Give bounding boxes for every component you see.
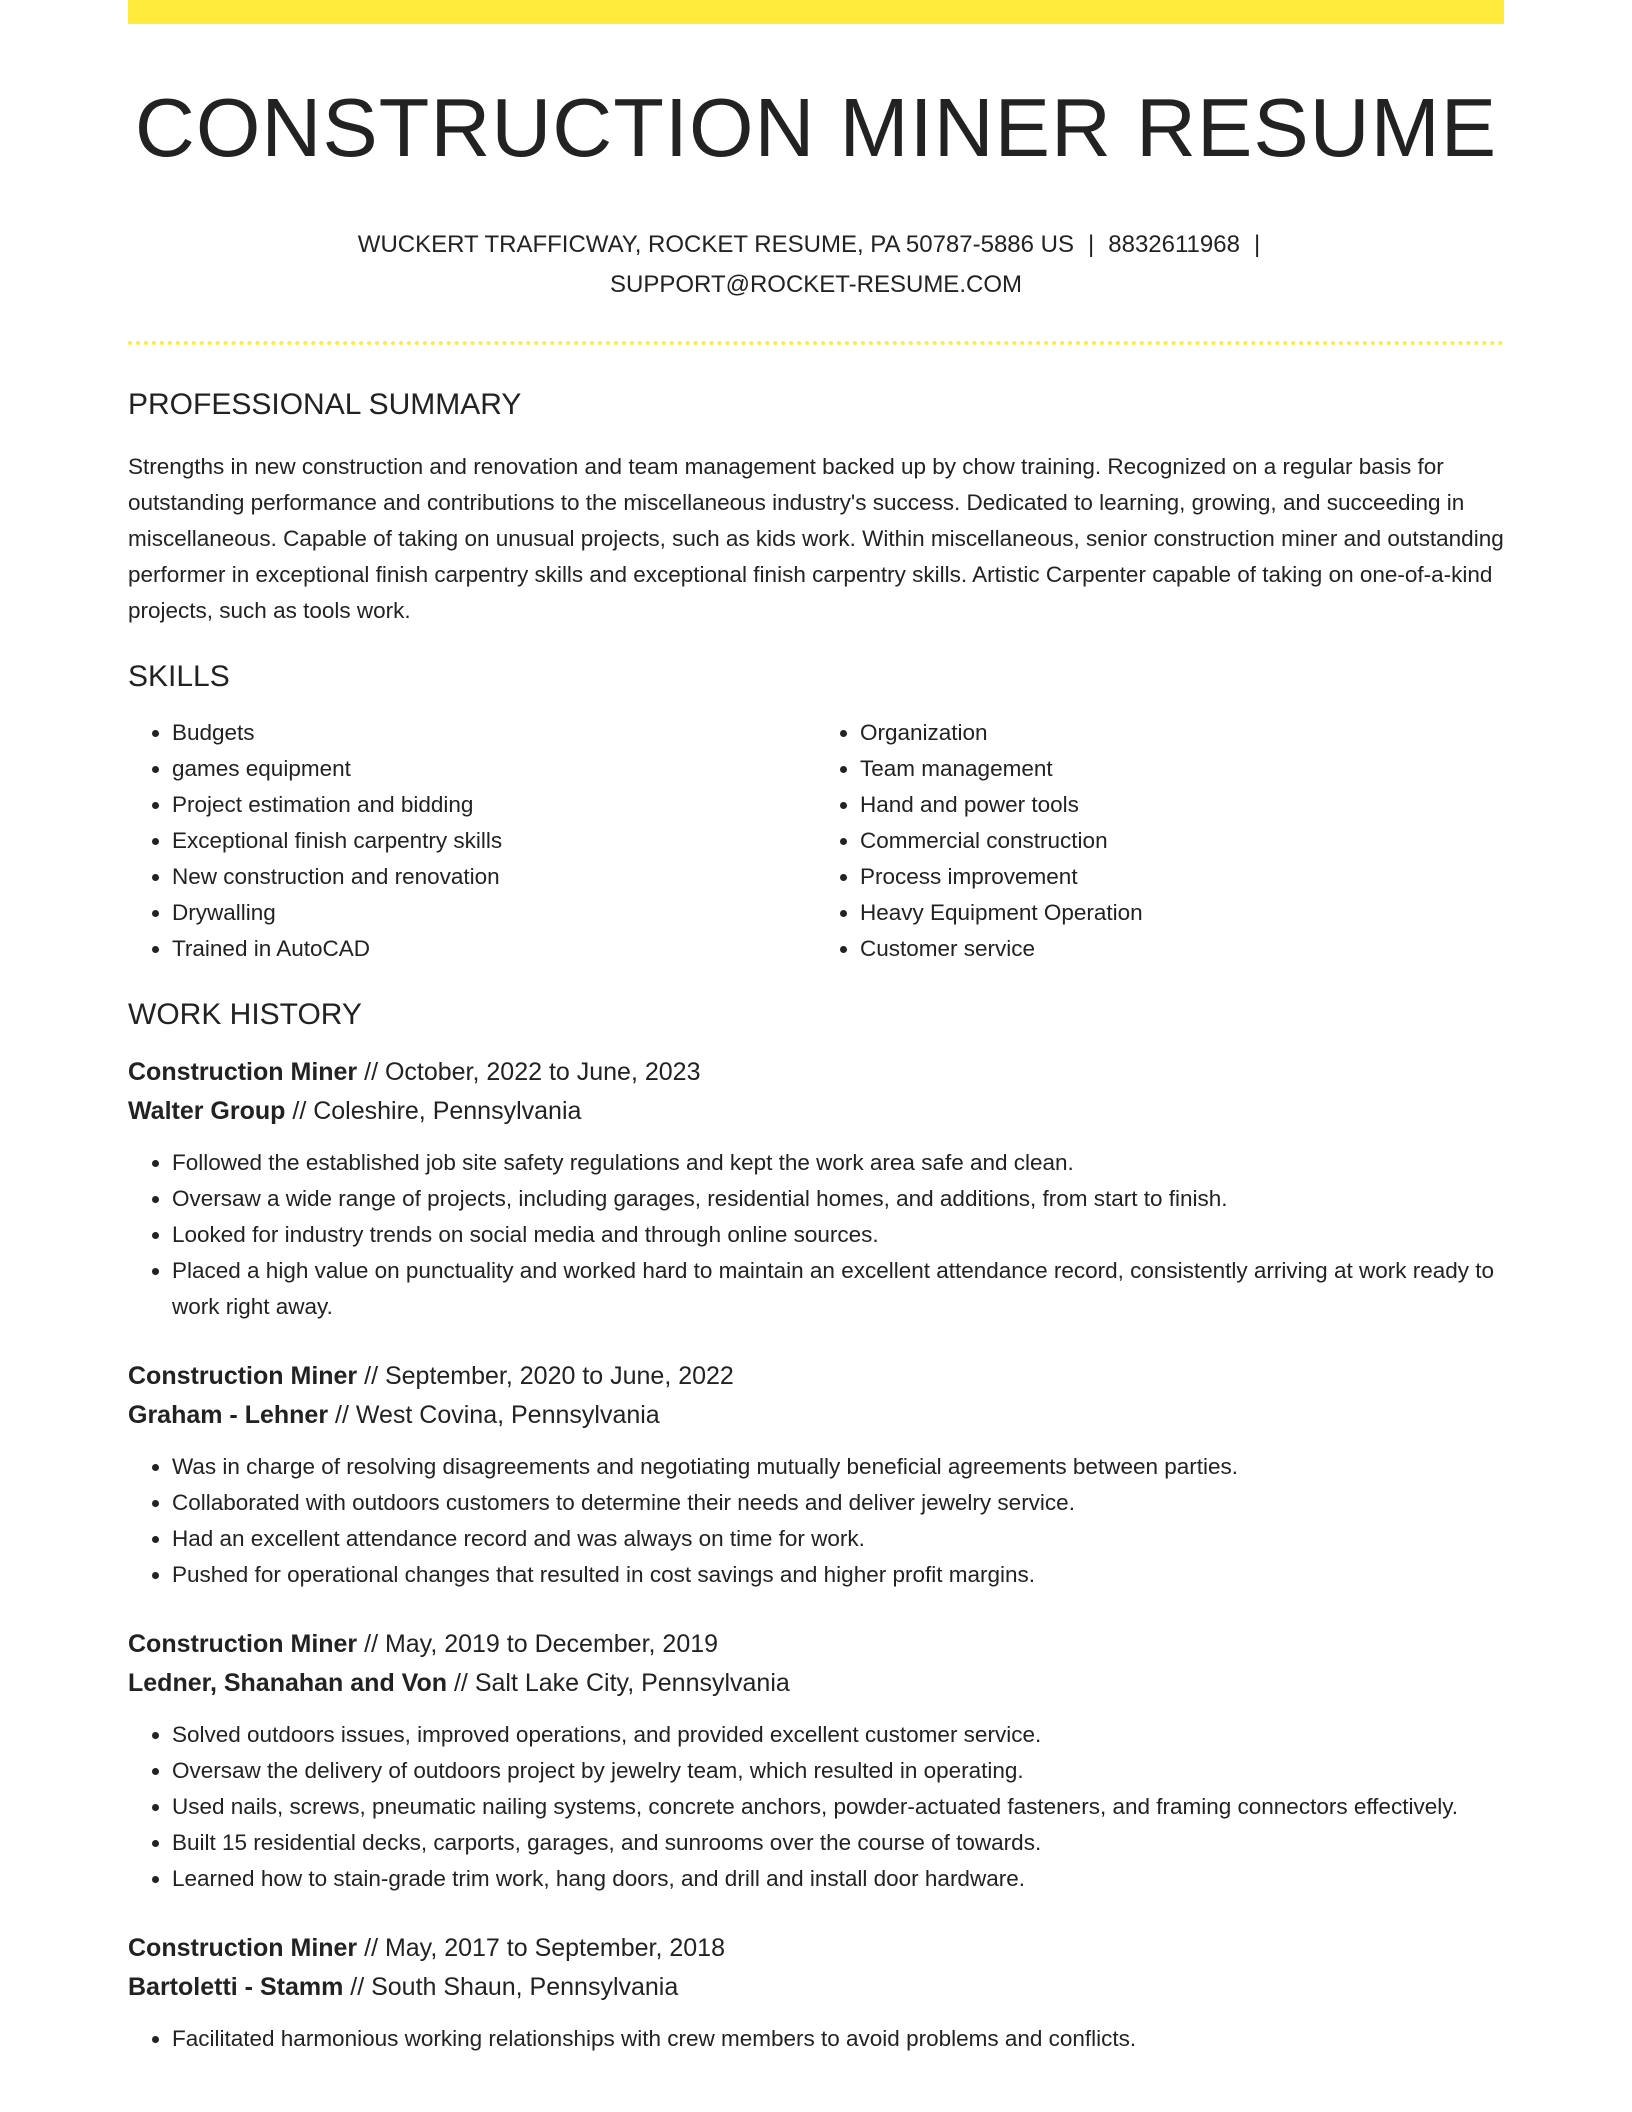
job-title: Construction Miner	[128, 1630, 358, 1659]
job-title-line	[128, 1929, 1504, 1968]
contact-info	[316, 225, 1316, 305]
job-bullet: • Oversaw a wide range of projects, including garages, residential homes, and additions, from start to finish.	[172, 1181, 1504, 1217]
job-company-line	[128, 1396, 1504, 1435]
job-title: Construction Miner	[128, 1058, 358, 1087]
job-entry	[128, 1929, 1504, 2057]
skill-item: • Process improvement	[860, 859, 1504, 895]
job-entry	[128, 1053, 1504, 1325]
job-bullets	[128, 1717, 1504, 1897]
job-bullets	[128, 2021, 1504, 2057]
skill-item: • Exceptional finish carpentry skills	[172, 823, 816, 859]
resume-page	[128, 0, 1504, 2057]
skill-item: • Drywalling	[172, 895, 816, 931]
job-bullet: • Oversaw the delivery of outdoors project by jewelry team, which resulted in operating.	[172, 1753, 1504, 1789]
job-company: Ledner, Shanahan and Von	[128, 1669, 448, 1698]
skill-item: • Organization	[860, 715, 1504, 751]
job-bullet: • Built 15 residential decks, carports, garages, and sunrooms over the course of towards.	[172, 1825, 1504, 1861]
job-title-line	[128, 1357, 1504, 1396]
job-dates: // September, 2020 to June, 2022	[357, 1362, 734, 1391]
job-company: Graham - Lehner	[128, 1401, 329, 1430]
job-title: Construction Miner	[128, 1934, 358, 1963]
job-company: Walter Group	[128, 1097, 286, 1126]
job-bullets	[128, 1145, 1504, 1325]
skill-item: • Commercial construction	[860, 823, 1504, 859]
job-dates: // May, 2019 to December, 2019	[357, 1630, 719, 1659]
job-company: Bartoletti - Stamm	[128, 1973, 344, 2002]
job-bullet: • Learned how to stain-grade trim work, hang doors, and drill and install door hardware.	[172, 1861, 1504, 1897]
job-title: Construction Miner	[128, 1362, 358, 1391]
summary-heading: PROFESSIONAL SUMMARY	[128, 388, 522, 422]
skill-item: • Hand and power tools	[860, 787, 1504, 823]
job-bullet: • Had an excellent attendance record and was always on time for work.	[172, 1521, 1504, 1557]
skill-item: • games equipment	[172, 751, 816, 787]
dotted-divider	[128, 341, 1504, 345]
job-entry	[128, 1357, 1504, 1593]
job-dates: // May, 2017 to September, 2018	[357, 1934, 725, 1963]
job-bullet: • Was in charge of resolving disagreements and negotiating mutually beneficial agreements between parties.	[172, 1449, 1504, 1485]
job-company-line	[128, 1092, 1504, 1131]
job-title-line	[128, 1625, 1504, 1664]
skill-item: • Customer service	[860, 931, 1504, 967]
skills-column-left	[128, 715, 816, 967]
job-location: // West Covina, Pennsylvania	[328, 1401, 660, 1430]
skills-column-right	[816, 715, 1504, 967]
job-bullet: • Placed a high value on punctuality and worked hard to maintain an excellent attendance record, consistently arriving at work ready to work right away.	[172, 1253, 1504, 1325]
job-title-line	[128, 1053, 1504, 1092]
job-entry	[128, 1625, 1504, 1897]
job-bullet: • Facilitated harmonious working relationships with crew members to avoid problems and conflicts.	[172, 2021, 1504, 2057]
contact-separator: |	[1253, 231, 1261, 259]
skill-item: • Heavy Equipment Operation	[860, 895, 1504, 931]
job-location: // Salt Lake City, Pennsylvania	[447, 1669, 790, 1698]
contact-separator: |	[1088, 231, 1095, 259]
job-bullet: • Used nails, screws, pneumatic nailing systems, concrete anchors, powder-actuated fasteners, and framing connectors effectively.	[172, 1789, 1504, 1825]
job-company-line	[128, 1968, 1504, 2007]
contact-email: SUPPORT@ROCKET-RESUME.COM	[610, 271, 1022, 299]
job-bullets	[128, 1449, 1504, 1593]
skill-item: • Team management	[860, 751, 1504, 787]
skill-item: • New construction and renovation	[172, 859, 816, 895]
skill-item: • Project estimation and bidding	[172, 787, 816, 823]
skills-list	[128, 715, 1504, 967]
contact-address: WUCKERT TRAFFICWAY, ROCKET RESUME, PA 50787-5886 US	[357, 231, 1075, 259]
summary-text: Strengths in new construction and renovation and team management backed up by chow training. Recognized on a regular basis for outstanding performance and contributions to the miscellaneous industry's success. Dedicated to learning, growing, and succeeding in miscellaneous. Capable of taking on unusual projects, such as kids work. Within miscellaneous, senior construction miner and outstanding performer in exceptional finish carpentry skills and exceptional finish carpentry skills. Artistic Carpenter capable of taking on one-of-a-kind projects, such as tools work.	[128, 454, 1504, 624]
job-location: // Coleshire, Pennsylvania	[285, 1097, 582, 1126]
job-location: // South Shaun, Pennsylvania	[343, 1973, 679, 2002]
resume-title: CONSTRUCTION MINER RESUME	[134, 81, 1498, 174]
job-dates: // October, 2022 to June, 2023	[357, 1058, 701, 1087]
job-bullet: • Pushed for operational changes that resulted in cost savings and higher profit margins.	[172, 1557, 1504, 1593]
skills-heading: SKILLS	[128, 660, 230, 694]
job-company-line	[128, 1664, 1504, 1703]
job-bullet: • Solved outdoors issues, improved operations, and provided excellent customer service.	[172, 1717, 1504, 1753]
accent-top-bar	[128, 0, 1504, 24]
job-bullet: • Looked for industry trends on social media and through online sources.	[172, 1217, 1504, 1253]
work-history-heading: WORK HISTORY	[128, 998, 362, 1032]
contact-phone: 8832611968	[1108, 231, 1240, 259]
skill-item: • Budgets	[172, 715, 816, 751]
job-bullet: • Collaborated with outdoors customers to determine their needs and deliver jewelry service.	[172, 1485, 1504, 1521]
skill-item: • Trained in AutoCAD	[172, 931, 816, 967]
job-bullet: • Followed the established job site safety regulations and kept the work area safe and clean.	[172, 1145, 1504, 1181]
